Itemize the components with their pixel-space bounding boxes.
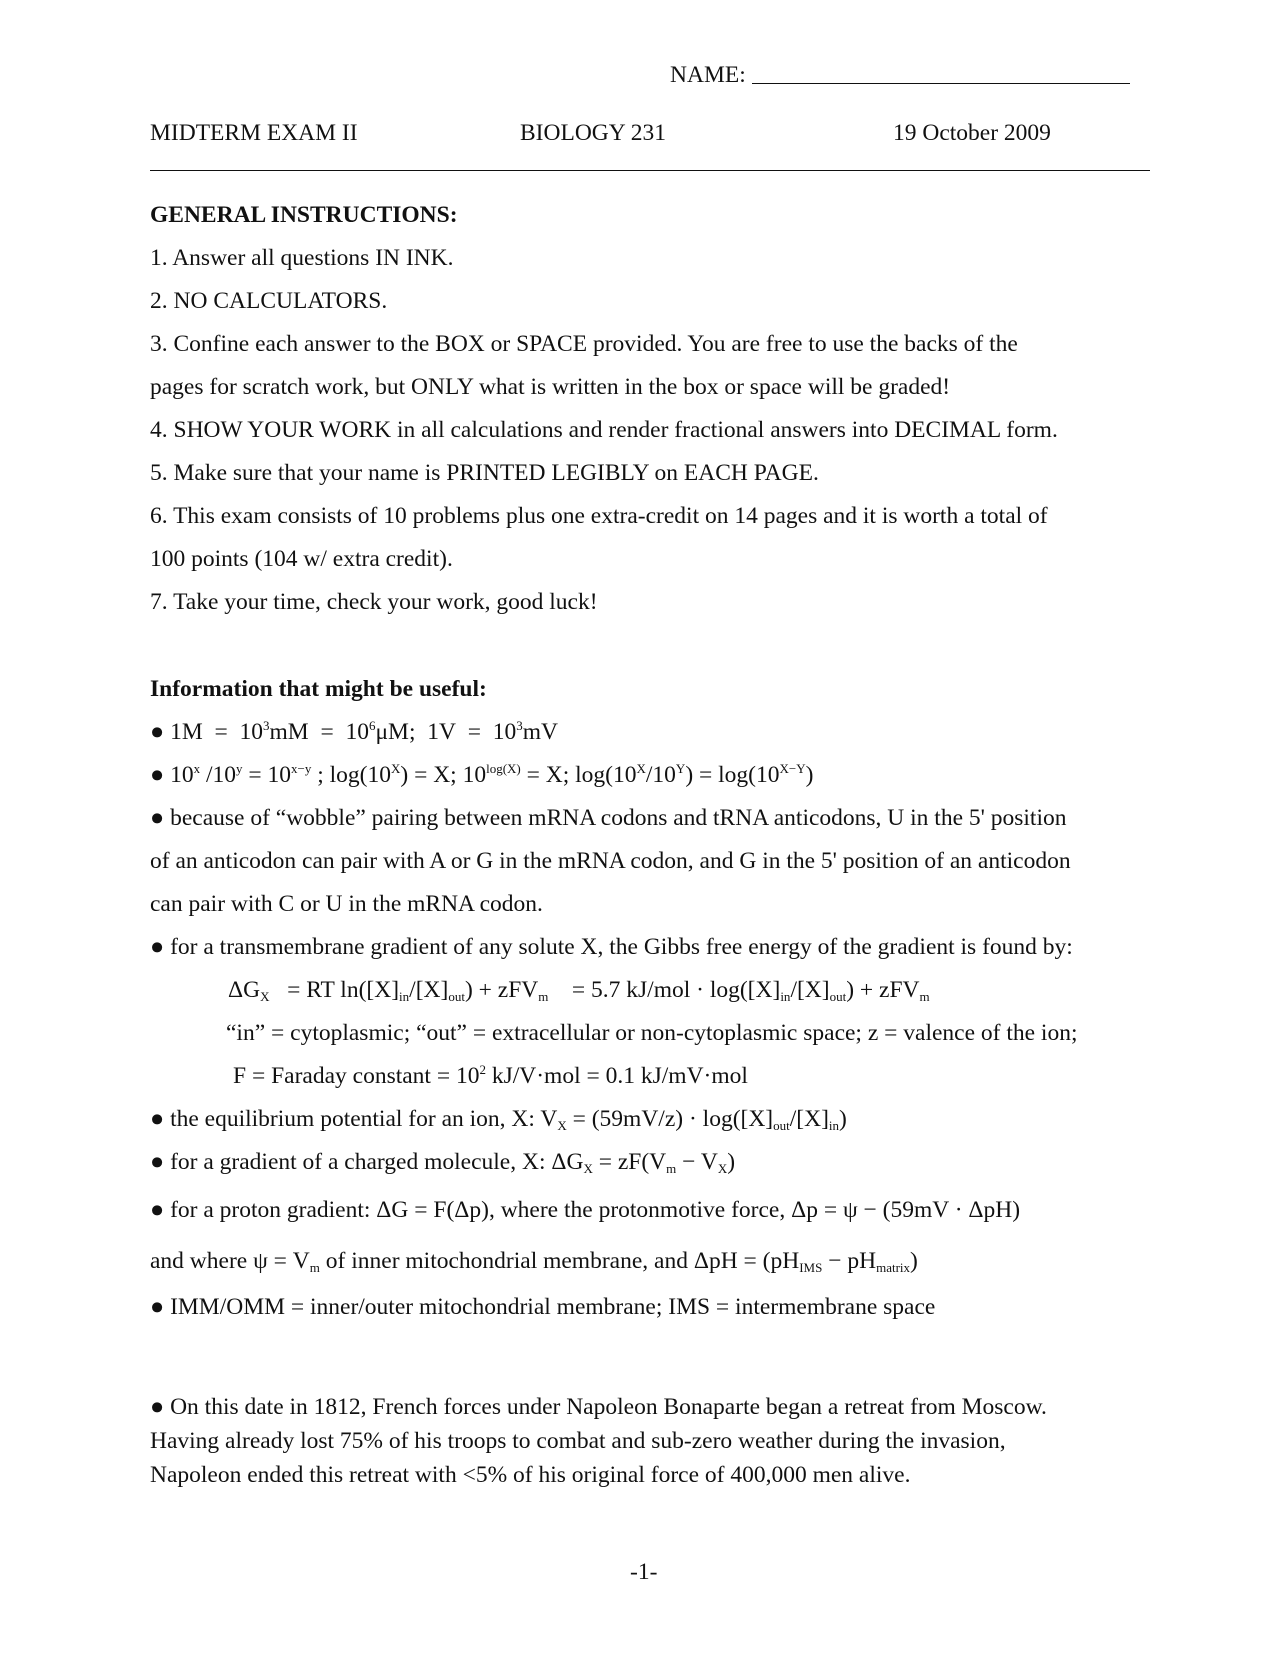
text: ) + zFV xyxy=(464,977,539,1003)
charged-gradient xyxy=(150,1147,735,1177)
psi-definition xyxy=(150,1246,918,1276)
text: F = Faraday constant = 10 xyxy=(233,1063,480,1089)
sup: 2 xyxy=(479,1062,486,1077)
text: = xyxy=(320,719,334,745)
wobble-line-3: can pair with C or U in the mRNA codon. xyxy=(150,891,543,917)
trivia-line-2: Having already lost 75% of his troops to combat and sub-zero weather during the invasion, xyxy=(150,1428,1006,1454)
instruction-4: 4. SHOW YOUR WORK in all calculations and render fractional answers into DECIMAL form. xyxy=(150,417,1058,443)
text: = RT ln([X] xyxy=(287,977,400,1003)
sub: IMS xyxy=(799,1260,823,1275)
bullet: ● xyxy=(150,1197,165,1223)
bullet: ● xyxy=(150,1294,165,1320)
info-title: Information that might be useful: xyxy=(150,676,487,702)
text: 10 xyxy=(170,762,194,788)
sub: m xyxy=(666,1161,677,1176)
name-label: NAME: xyxy=(670,62,746,88)
instruction-6a: 6. This exam consists of 10 problems plus one extra-credit on 14 pages and it is worth a total of xyxy=(150,503,1048,529)
wobble-line-1 xyxy=(150,803,1067,833)
text: 10 xyxy=(239,719,263,745)
text: for a proton gradient: ΔG = F(Δp), where the protonmotive force, Δp = ψ − (59mV · ΔpH) xyxy=(170,1197,1021,1223)
text: /[X] xyxy=(789,1106,829,1132)
sub: m xyxy=(538,989,549,1004)
page-number: -1- xyxy=(630,1559,658,1585)
trivia-line-1 xyxy=(150,1392,1047,1422)
text: ) xyxy=(910,1248,918,1274)
sup: X−Y xyxy=(779,761,806,776)
bullet: ● xyxy=(150,1394,165,1420)
text: − pH xyxy=(822,1248,877,1274)
bullet: ● xyxy=(150,1149,165,1175)
text: ) xyxy=(805,762,814,788)
text: On this date in 1812, French forces under Napoleon Bonaparte began a retreat from Moscow. xyxy=(170,1394,1047,1420)
sup: X xyxy=(390,761,401,776)
text: 10 xyxy=(492,719,517,745)
sub: m xyxy=(919,989,930,1004)
text: for a transmembrane gradient of any solute X, the Gibbs free energy of the gradient is found by: xyxy=(170,934,1073,960)
instruction-1: 1. Answer all questions IN INK. xyxy=(150,245,454,271)
sub: m xyxy=(309,1260,320,1275)
sup: X xyxy=(636,761,646,776)
log-rules-line xyxy=(150,760,813,790)
text: 10 xyxy=(345,719,369,745)
units-line xyxy=(150,717,558,747)
sub: X xyxy=(717,1161,728,1176)
in-out-definition: “in” = cytoplasmic; “out” = extracellular or non-cytoplasmic space; z = valence of the ion; xyxy=(226,1020,1078,1046)
name-field xyxy=(670,60,1130,90)
course-name: BIOLOGY 231 xyxy=(520,120,666,146)
sup: 6 xyxy=(368,718,376,733)
trivia-line-3: Napoleon ended this retreat with <5% of his original force of 400,000 men alive. xyxy=(150,1462,911,1488)
sub: out xyxy=(448,989,465,1004)
sup: log(X) xyxy=(486,761,521,776)
sub: in xyxy=(828,1118,840,1133)
text: = 10 xyxy=(242,762,291,788)
text: ) = X; 10 xyxy=(400,762,487,788)
text: mM xyxy=(269,719,309,745)
text: kJ/V·mol = 0.1 kJ/mV·mol xyxy=(485,1063,748,1089)
equilibrium-potential xyxy=(150,1104,847,1134)
text: ; log(10 xyxy=(311,762,391,788)
text: the equilibrium potential for an ion, X: V xyxy=(170,1106,558,1132)
instruction-7: 7. Take your time, check your work, good luck! xyxy=(150,589,598,615)
sub: X xyxy=(260,989,270,1004)
bullet: ● xyxy=(150,762,165,788)
text: ) xyxy=(839,1106,847,1132)
text: ) = log(10 xyxy=(685,762,780,788)
text: μM; xyxy=(375,719,416,745)
text: /[X] xyxy=(790,977,830,1003)
header-rule xyxy=(150,170,1150,171)
name-blank[interactable] xyxy=(752,63,1130,84)
sub: out xyxy=(773,1118,790,1133)
text: = xyxy=(214,719,228,745)
text: /[X] xyxy=(409,977,449,1003)
sup: y xyxy=(235,761,243,776)
instructions-title: GENERAL INSTRUCTIONS: xyxy=(150,202,458,228)
instruction-3b: pages for scratch work, but ONLY what is written in the box or space will be graded! xyxy=(150,374,951,400)
text: IMM/OMM = inner/outer mitochondrial membrane; IMS = intermembrane space xyxy=(170,1294,936,1320)
sup: Y xyxy=(675,761,686,776)
faraday-constant xyxy=(233,1061,748,1091)
wobble-line-2: of an anticodon can pair with A or G in the mRNA codon, and G in the 5' position of an anticodon xyxy=(150,848,1071,874)
gibbs-intro xyxy=(150,932,1073,962)
exam-date: 19 October 2009 xyxy=(893,120,1051,146)
exam-title: MIDTERM EXAM II xyxy=(150,120,358,146)
instruction-6b: 100 points (104 w/ extra credit). xyxy=(150,546,453,572)
text: = 5.7 kJ/mol · log([X] xyxy=(571,977,781,1003)
bullet: ● xyxy=(150,1106,165,1132)
sub: in xyxy=(399,989,410,1004)
text: because of “wobble” pairing between mRNA codons and tRNA anticodons, U in the 5' position xyxy=(170,805,1067,831)
bullet: ● xyxy=(150,805,165,831)
sup: x xyxy=(193,761,201,776)
sup: x−y xyxy=(291,761,312,776)
text: ) xyxy=(727,1149,736,1175)
sub: out xyxy=(829,989,847,1004)
sub: in xyxy=(780,989,791,1004)
text: ) + zFV xyxy=(846,977,920,1003)
sub: X xyxy=(583,1161,593,1176)
instruction-2: 2. NO CALCULATORS. xyxy=(150,288,388,314)
text: and where ψ = V xyxy=(150,1248,310,1274)
gibbs-equation xyxy=(228,975,930,1005)
text: = X; log(10 xyxy=(520,762,637,788)
text: /10 xyxy=(645,762,676,788)
text: = xyxy=(467,719,481,745)
text: 1M xyxy=(170,719,203,745)
text: mV xyxy=(522,719,558,745)
sub: matrix xyxy=(876,1260,911,1275)
text: of inner mitochondrial membrane, and ΔpH = (pH xyxy=(319,1248,800,1274)
instruction-5: 5. Make sure that your name is PRINTED LEGIBLY on EACH PAGE. xyxy=(150,460,819,486)
bullet: ● xyxy=(150,719,165,745)
sub: X xyxy=(557,1118,567,1133)
text: /10 xyxy=(200,762,236,788)
imm-definition xyxy=(150,1292,935,1322)
text: − V xyxy=(676,1149,718,1175)
text: = zF(V xyxy=(592,1149,667,1175)
text: 1V xyxy=(427,719,456,745)
sup: 3 xyxy=(263,718,270,733)
instruction-3a: 3. Confine each answer to the BOX or SPACE provided. You are free to use the backs of the xyxy=(150,331,1018,357)
bullet: ● xyxy=(150,934,165,960)
text: = (59mV/z) · log([X] xyxy=(566,1106,774,1132)
sup: 3 xyxy=(516,718,523,733)
text: for a gradient of a charged molecule, X: ΔG xyxy=(170,1149,584,1175)
proton-gradient xyxy=(150,1195,1020,1225)
text: ΔG xyxy=(228,977,261,1003)
